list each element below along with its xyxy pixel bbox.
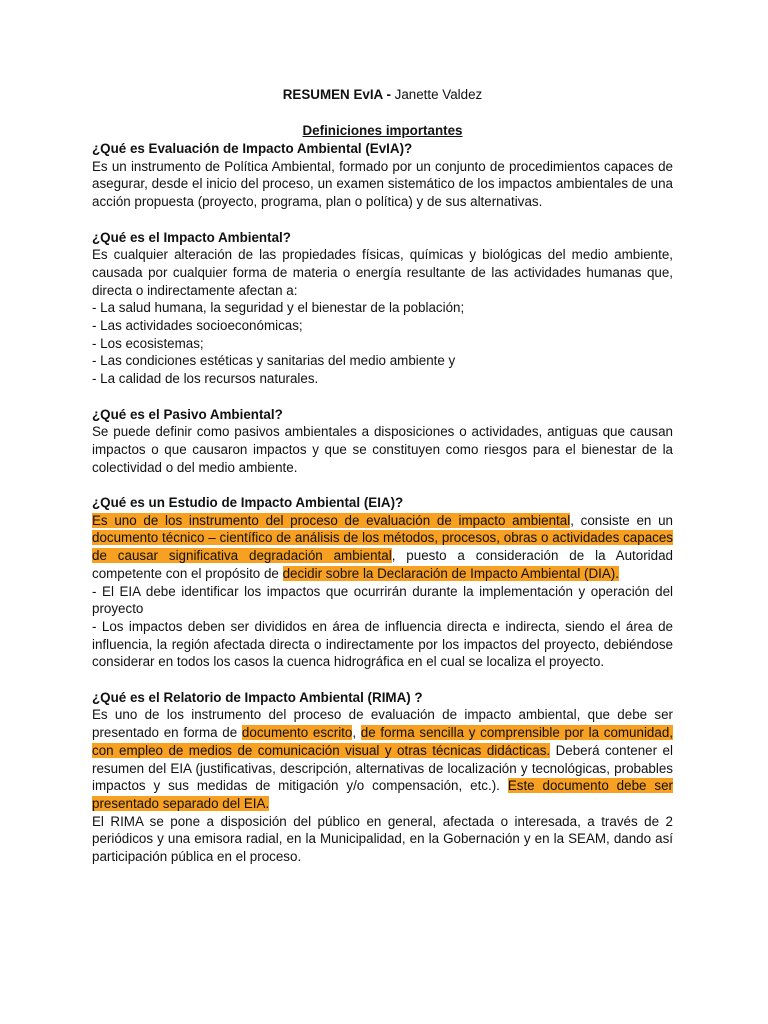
section-rima: [92, 689, 673, 866]
highlighted-text: decidir sobre la Declaración de Impacto Ambiental (DIA).: [282, 565, 619, 581]
list-item: - La calidad de los recursos naturales.: [92, 371, 319, 387]
highlighted-text: documento escrito: [241, 725, 353, 741]
answer-text: , consiste en un: [570, 512, 673, 528]
list-item: - El EIA debe identificar los impactos que ocurrirán durante la implementación y operación del proyecto: [92, 583, 673, 617]
answer-eia: [92, 512, 673, 583]
answer-rima: [92, 706, 673, 812]
document-body: [92, 86, 673, 866]
question-pasivo: ¿Qué es el Pasivo Ambiental?: [92, 406, 283, 422]
question-evia: ¿Qué es Evaluación de Impacto Ambiental (EvIA)?: [92, 141, 413, 156]
document-title: [92, 86, 673, 104]
impacto-list: [92, 299, 673, 388]
answer-text: Deberá contener el resumen del EIA (justificativas, descripción, alternativas de localización y tecnológicas, probables impactos y sus medidas de mitigación y/o compensación, etc.).: [92, 742, 673, 794]
section-heading: Definiciones importantes: [302, 123, 463, 138]
section-eia: [92, 494, 673, 671]
answer-impacto: Es cualquier alteración de las propiedades físicas, químicas y biológicas del medio ambiente, causada por cualquier forma de materia o energía resultante de las actividades humanas que, directa o indirectamente afectan a:: [92, 247, 673, 298]
section-impacto: [92, 229, 673, 388]
answer-text: , puesto a consideración de la Autoridad competente con el propósito de: [92, 548, 673, 581]
title-author: Janette Valdez: [390, 87, 483, 102]
answer-rima-2: El RIMA se pone a disposición del público en general, afectada o interesada, a través de 2 periódicos y una emisora radial, en la Municipalidad, en la Gobernación y en la SEAM, dando así participación pública en el proceso.: [92, 813, 673, 865]
highlighted-text: Es uno de los instrumento del proceso de evaluación de impacto ambiental: [92, 512, 571, 528]
answer-text: Es uno de los instrumento del proceso de evaluación de impacto ambiental, que debe ser presentado en forma de: [92, 707, 673, 741]
list-item: - Las condiciones estéticas y sanitarias del medio ambiente y: [92, 353, 456, 369]
question-eia: ¿Qué es un Estudio de Impacto Ambiental (EIA)?: [92, 495, 404, 511]
list-item: - La salud humana, la seguridad y el bienestar de la población;: [92, 300, 465, 316]
answer-pasivo: Se puede definir como pasivos ambientales a disposiciones o actividades, antiguas que causan impactos o que causaron impactos y que se constituyen como riesgos para el bienestar de la colectividad o del medio ambiente.: [92, 424, 673, 475]
highlighted-text: de forma sencilla y comprensible por la comunidad, con empleo de medios de comunicación visual y otras técnicas didácticas.: [92, 725, 673, 758]
question-rima: ¿Qué es el Relatorio de Impacto Ambiental (RIMA) ?: [92, 689, 423, 705]
answer-evia: Es un instrumento de Política Ambiental, formado por un conjunto de procedimientos capaces de asegurar, desde el inicio del proceso, un examen sistemático de los impactos ambientales de una acción propuesta (proyecto, programa, plan o política) y de sus alternativas.: [92, 158, 673, 210]
highlighted-text: Este documento debe ser presentado separado del EIA.: [92, 778, 673, 811]
highlighted-text: documento técnico – científico de análisis de los métodos, procesos, obras o actividades capaces de causar significativa degradación ambiental: [92, 530, 673, 564]
question-impacto: ¿Qué es el Impacto Ambiental?: [92, 229, 291, 245]
list-item: - Las actividades socioeconómicas;: [92, 318, 303, 334]
section-pasivo: [92, 406, 673, 477]
answer-text: ,: [352, 725, 361, 741]
list-item: - Los ecosistemas;: [92, 335, 204, 351]
title-bold: RESUMEN EvIA -: [282, 87, 391, 102]
list-item: - Los impactos deben ser divididos en área de influencia directa e indirecta, siendo el área de influencia, la región afectada directa o indirectamente por los impactos del proyecto, debiéndose considerar en todos los casos la cuenca hidrográfica en el cual se localiza el proyecto.: [92, 618, 673, 670]
section-evia: [92, 140, 673, 211]
